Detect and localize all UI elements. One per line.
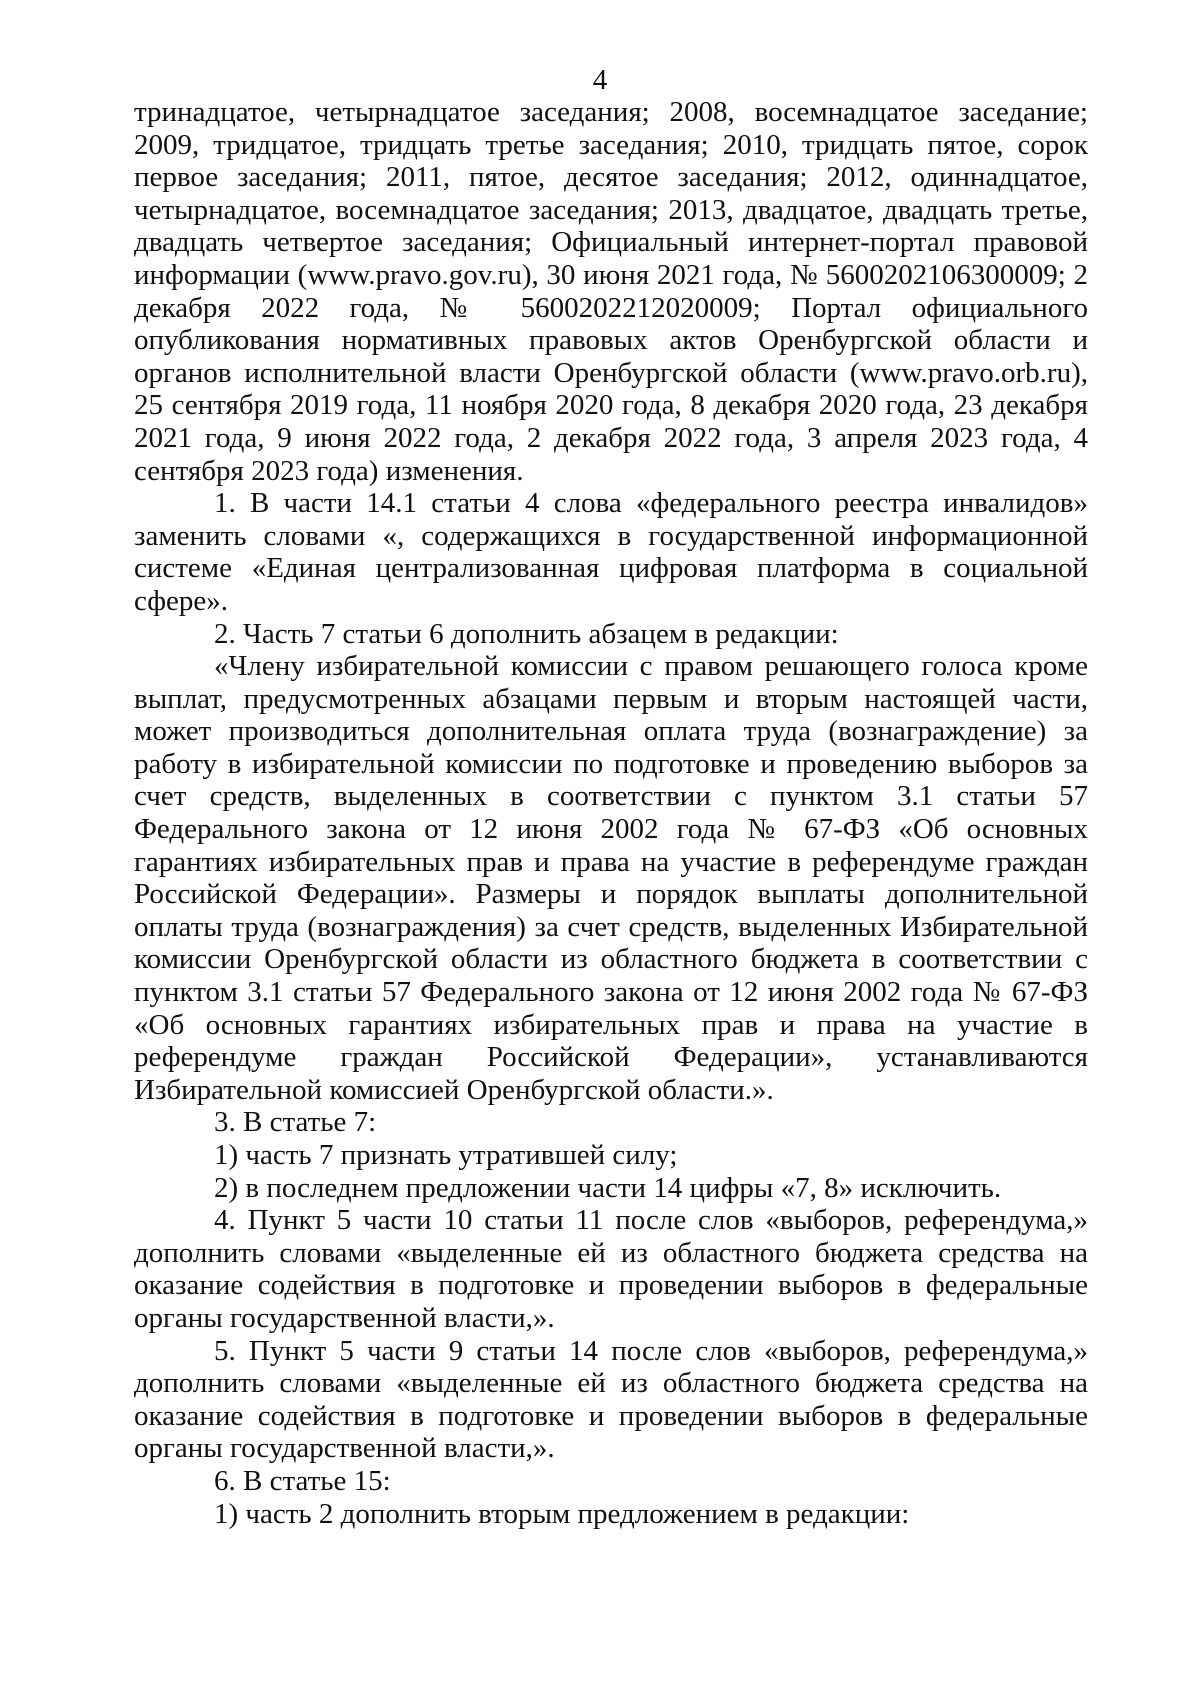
paragraph-subitem-3-1: 1) часть 7 признать утратившей силу; <box>214 1139 678 1171</box>
page-number: 4 <box>592 64 608 96</box>
paragraph-item-3: 3. В статье 7: <box>214 1106 377 1139</box>
paragraph-item-2: 2. Часть 7 статьи 6 дополнить абзацем в редакции: <box>214 617 839 650</box>
document-body <box>134 96 1088 1530</box>
paragraph-continuation: тринадцатое, четырнадцатое заседания; 2008, восемнадцатое заседание; 2009, тридцатое, тридцать третье заседания; 2010, тридцать пятое, сорок первое заседания; 2011, пятое, десятое заседания; 2012, одиннадцатое, четырнадцатое, восемнадцатое заседания; 2013, двадцатое, двадцать третье, двадцать четвертое заседания; Официальный интернет-портал правовой информации (www.pravo.gov.ru), 30 июня 2021 года, № 5600202106300009; 2 декабря 2022 года, № 5600202212020009; Портал официального опубликования нормативных правовых актов Оренбургской области и органов исполнительной власти Оренбургской области (www.pravo.orb.ru), 25 сентября 2019 года, 11 ноября 2020 года, 8 декабря 2020 года, 23 декабря 2021 года, 9 июня 2022 года, 2 декабря 2022 года, 3 апреля 2023 года, 4 сентября 2023 года) изменения. <box>134 96 1088 487</box>
paragraph-item-6: 6. В статье 15: <box>214 1464 391 1497</box>
paragraph-quoted-amendment: «Члену избирательной комиссии с правом решающего голоса кроме выплат, предусмотренных абзацами первым и вторым настоящей части, может производиться дополнительная оплата труда (вознаграждение) за работу в избирательной комиссии по подготовке и проведению выборов за счет средств, выделенных в соответствии с пунктом 3.1 статьи 57 Федерального закона от 12 июня 2002 года № 67-ФЗ «Об основных гарантиях избирательных прав и права на участие в референдуме граждан Российской Федерации». Размеры и порядок выплаты дополнительной оплаты труда (вознаграждения) за счет средств, выделенных Избирательной комиссии Оренбургской области из областного бюджета в соответствии с пунктом 3.1 статьи 57 Федерального закона от 12 июня 2002 года № 67-ФЗ «Об основных гарантиях избирательных прав и права на участие в референдуме граждан Российской Федерации», устанавливаются Избирательной комиссией Оренбургской области.». <box>134 650 1088 1106</box>
paragraph-item-5: 5. Пункт 5 части 9 статьи 14 после слов «выборов, референдума,» дополнить словами «выделенные ей из областного бюджета средства на оказание содействия в подготовке и проведении выборов в федеральные органы государственной власти,». <box>134 1334 1088 1465</box>
paragraph-subitem-3-2: 2) в последнем предложении части 14 цифры «7, 8» исключить. <box>214 1171 1002 1204</box>
paragraph-item-4: 4. Пункт 5 части 10 статьи 11 после слов «выборов, референдума,» дополнить словами «выделенные ей из областного бюджета средства на оказание содействия в подготовке и проведении выборов в федеральные органы государственной власти,». <box>134 1204 1088 1334</box>
paragraph-subitem-6-1: 1) часть 2 дополнить вторым предложением в редакции: <box>214 1497 910 1530</box>
paragraph-item-1: 1. В части 14.1 статьи 4 слова «федерального реестра инвалидов» заменить словами «, содержащихся в государственной информационной системе «Единая централизованная цифровая платформа в социальной сфере». <box>134 487 1088 617</box>
